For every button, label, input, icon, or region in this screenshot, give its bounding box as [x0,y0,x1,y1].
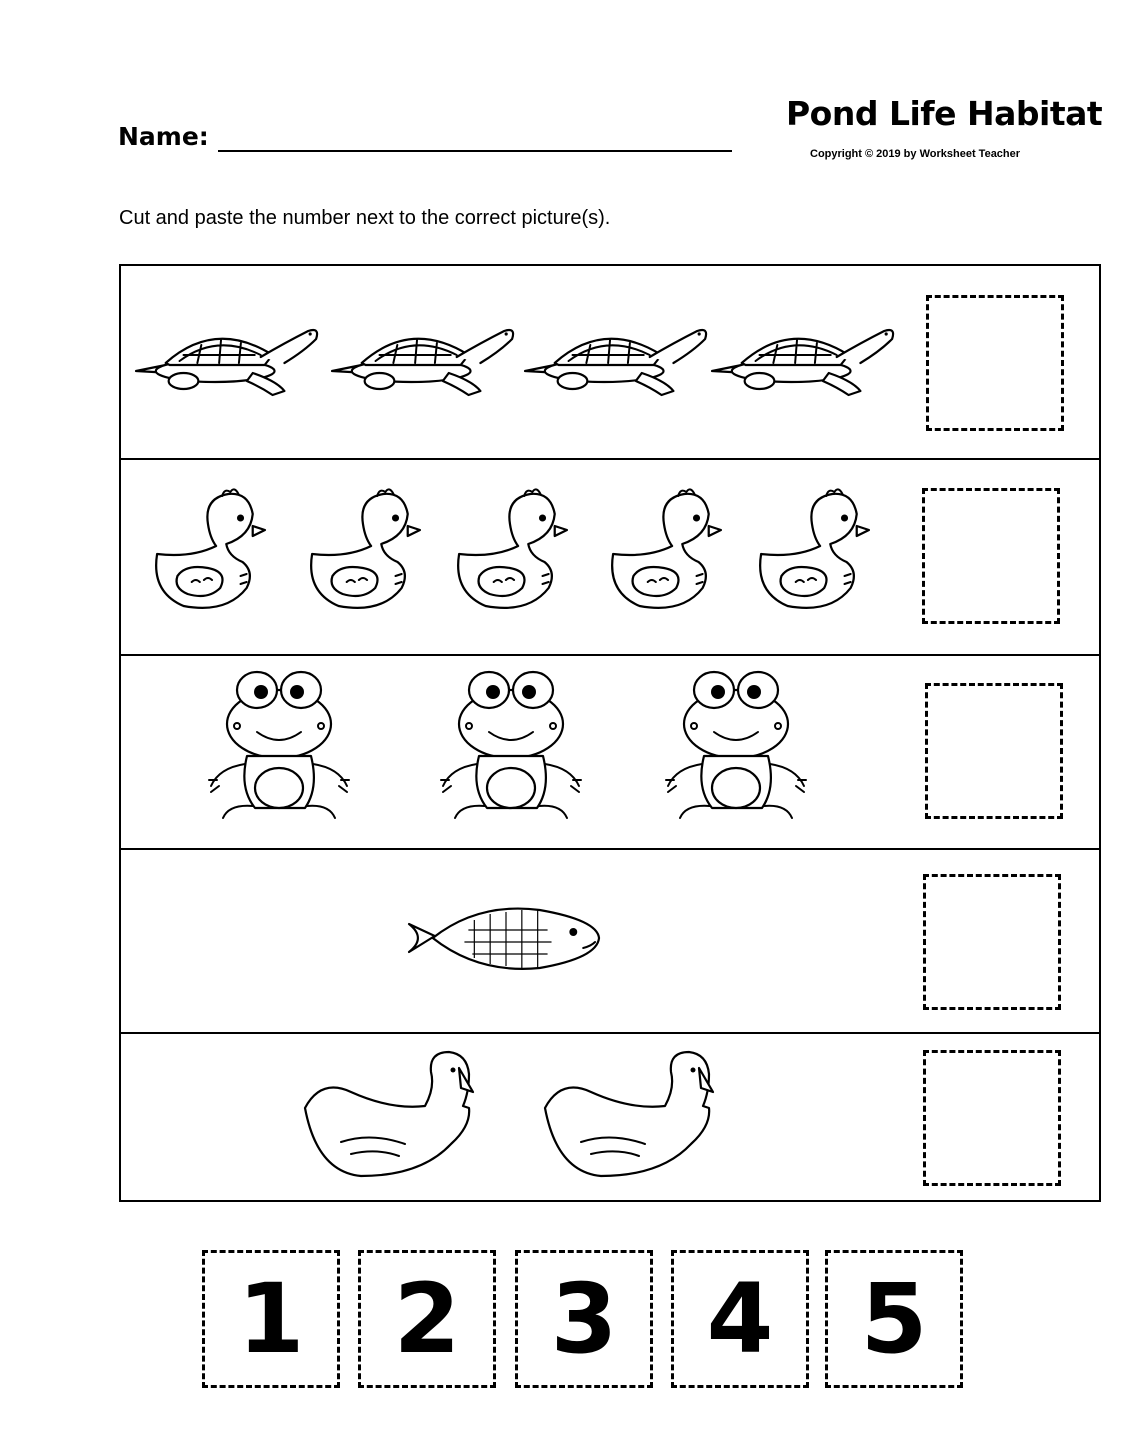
copyright-text: Copyright © 2019 by Worksheet Teacher [810,148,1021,160]
duck-icon [311,489,420,607]
row-fish [121,850,1099,1034]
name-line[interactable] [218,150,732,152]
frog-icon [441,672,581,818]
number-tile-1[interactable]: 1 [202,1250,340,1388]
frog-icon [209,672,349,818]
row-turtles [121,266,1099,460]
fish-icon [409,909,599,969]
answer-box[interactable] [922,488,1060,624]
answer-box[interactable] [923,1050,1061,1186]
turtle-icon [332,330,513,395]
duck-icon [760,489,869,607]
swan-icon [305,1052,473,1176]
frog-icon [666,672,806,818]
turtle-icon [712,330,893,395]
number-tile-3[interactable]: 3 [515,1250,653,1388]
number-tile-4[interactable]: 4 [671,1250,809,1388]
row-frogs [121,656,1099,850]
number-tile-2[interactable]: 2 [358,1250,496,1388]
row-ducks [121,460,1099,656]
answer-box[interactable] [926,295,1064,431]
turtle-icon [525,330,706,395]
duck-icon [156,489,265,607]
duck-icon [458,489,567,607]
duck-icon [612,489,721,607]
turtle-icon [136,330,317,395]
name-label: Name: [118,122,209,151]
counting-grid [119,264,1101,1202]
swan-icon [545,1052,713,1176]
answer-box[interactable] [925,683,1063,819]
instructions: Cut and paste the number next to the correct picture(s). [119,207,611,229]
page-title: Pond Life Habitat [786,94,1103,133]
number-tile-5[interactable]: 5 [825,1250,963,1388]
row-swans [121,1034,1099,1200]
answer-box[interactable] [923,874,1061,1010]
